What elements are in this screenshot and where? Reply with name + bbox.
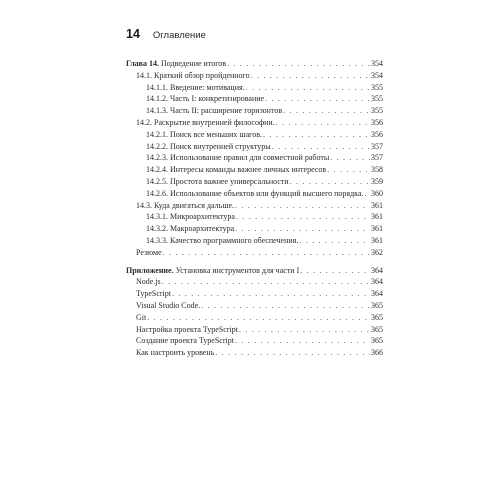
toc-entry-page: 356 <box>371 117 383 127</box>
toc-entry[interactable] <box>126 164 383 176</box>
toc-entry-title <box>146 164 326 176</box>
toc-dot-leader <box>276 117 370 129</box>
toc-entry-page: 357 <box>371 153 383 163</box>
toc-dot-leader <box>201 300 370 312</box>
toc-entry-text: 14.2. Раскрытие внутренней философии. <box>136 117 275 127</box>
toc-entry[interactable] <box>126 335 383 347</box>
toc-dot-leader <box>162 276 370 288</box>
toc-entry-title <box>146 141 271 153</box>
toc-entry-text: Как настроить уровень <box>136 348 215 358</box>
toc-dot-leader <box>236 211 370 223</box>
toc-entry-text: Резюме <box>136 247 162 257</box>
toc-entry-title <box>146 176 289 188</box>
toc-entry-text: 14.2.4. Интересы команды важнее личных интересов <box>146 165 327 175</box>
toc-entry[interactable] <box>126 93 383 105</box>
toc-entry-title <box>136 324 238 336</box>
toc-entry[interactable] <box>126 105 383 117</box>
toc-entry-page: 364 <box>371 289 383 299</box>
toc-entry[interactable] <box>126 265 383 277</box>
toc-entry-text: 14.1. Краткий обзор пройденного <box>136 70 250 80</box>
toc-dot-leader <box>215 347 370 359</box>
toc-entry-page: 365 <box>371 300 383 310</box>
toc-entry[interactable] <box>126 288 383 300</box>
toc-dot-leader <box>235 200 370 212</box>
toc-entry[interactable] <box>126 347 383 359</box>
toc-entry[interactable] <box>126 117 383 129</box>
toc-entry-title <box>146 82 245 94</box>
toc-entry[interactable] <box>126 223 383 235</box>
toc-entry[interactable] <box>126 129 383 141</box>
page-number: 14 <box>126 27 140 41</box>
toc-entry[interactable] <box>126 70 383 82</box>
toc-entry-page: 357 <box>371 141 383 151</box>
toc-entry-page: 365 <box>371 324 383 334</box>
toc-entry-title <box>136 300 200 312</box>
toc-entry-page: 355 <box>371 82 383 92</box>
toc-entry-title <box>146 129 262 141</box>
toc-entry[interactable] <box>126 188 383 200</box>
toc-entry-page: 355 <box>371 94 383 104</box>
toc-entry-text: 14.1.3. Часть II: расширение горизонтов <box>146 106 283 116</box>
toc-dot-leader <box>235 223 370 235</box>
toc-entry-page: 354 <box>371 59 383 68</box>
toc-entry-title <box>126 265 299 277</box>
toc-entry[interactable] <box>126 141 383 153</box>
toc-entry[interactable] <box>126 276 383 288</box>
toc-entry-page: 365 <box>371 336 383 346</box>
toc-entry-text: 14.3.1. Микроархитектура <box>146 212 235 222</box>
toc-entry-text: Git <box>136 312 147 322</box>
toc-dot-leader <box>290 176 370 188</box>
toc-dot-leader <box>251 70 370 82</box>
toc-entry-page: 365 <box>371 312 383 322</box>
toc-dot-leader <box>365 188 371 200</box>
toc-entry-label: Приложение. <box>126 265 174 275</box>
toc-entry[interactable] <box>126 324 383 336</box>
toc-entry-page: 364 <box>371 277 383 287</box>
toc-dot-leader <box>272 141 370 153</box>
toc-entry-page: 364 <box>371 265 383 275</box>
toc-entry-text: Создание проекта TypeScript <box>136 336 234 346</box>
toc-dot-leader <box>327 164 370 176</box>
toc-entry-text: 14.2.2. Поиск внутренней структуры <box>146 141 271 151</box>
toc-dot-leader <box>263 129 370 141</box>
toc-entry-text: 14.2.3. Использование правил для совместной работы <box>146 153 330 163</box>
toc-entry[interactable] <box>126 176 383 188</box>
toc-dot-leader <box>246 82 370 94</box>
toc-entry[interactable] <box>126 235 383 247</box>
toc-entry[interactable] <box>126 152 383 164</box>
toc-entry-page: 358 <box>371 165 383 175</box>
toc-entry-page: 360 <box>371 188 383 198</box>
toc-dot-leader <box>147 312 370 324</box>
toc-entry-title <box>136 276 161 288</box>
toc-entry-text: 14.2.1. Поиск все меньших шагов. <box>146 129 262 139</box>
toc-entry-title <box>136 347 214 359</box>
toc-entry[interactable] <box>126 200 383 212</box>
toc-dot-leader <box>283 105 370 117</box>
toc-entry-text: 14.3.3. Качество программного обеспечения. <box>146 235 299 245</box>
toc-dot-leader <box>163 247 370 259</box>
toc-entry-title <box>146 235 298 247</box>
toc-dot-leader <box>227 58 370 70</box>
toc-entry-text: 14.2.5. Простота важнее универсальности <box>146 176 289 186</box>
table-of-contents <box>126 58 383 359</box>
toc-entry-page: 361 <box>371 224 383 234</box>
toc-entry-title <box>146 223 234 235</box>
running-title: Оглавление <box>152 30 206 41</box>
toc-entry-text: 14.2.6. Использование объектов или функций высшего порядка. <box>146 188 364 198</box>
toc-entry-page: 362 <box>371 247 383 257</box>
toc-entry-title <box>146 93 264 105</box>
toc-entry[interactable] <box>126 58 383 70</box>
toc-entry-page: 356 <box>371 129 383 139</box>
toc-entry-title <box>136 200 234 212</box>
toc-entry-title <box>126 58 226 70</box>
toc-entry-page: 361 <box>371 200 383 210</box>
toc-entry-title <box>146 152 329 164</box>
toc-entry-text: Установка инструментов для части I <box>173 265 300 275</box>
toc-entry-text: 14.3. Куда двигаться дальше. <box>136 200 235 210</box>
toc-dot-leader <box>300 265 370 277</box>
toc-entry-title <box>136 288 171 300</box>
toc-dot-leader <box>265 93 370 105</box>
toc-entry-page: 354 <box>371 70 383 80</box>
toc-entry-page: 359 <box>371 176 383 186</box>
toc-entry-title <box>146 211 235 223</box>
toc-entry[interactable] <box>126 300 383 312</box>
toc-entry-text: 14.3.2. Макроархитектура <box>146 224 235 234</box>
toc-entry-text: 14.1.1. Введение: мотивация. <box>146 82 245 92</box>
toc-entry-title <box>136 70 250 82</box>
toc-entry-page: 355 <box>371 106 383 116</box>
toc-entry-text: Настройка проекта TypeScript <box>136 324 238 334</box>
toc-entry-text: Visual Studio Code. <box>136 300 201 310</box>
toc-entry-title <box>146 105 282 117</box>
toc-entry-title <box>136 335 234 347</box>
toc-entry-title <box>146 188 364 200</box>
toc-entry-page: 366 <box>371 348 383 358</box>
toc-entry-text: 14.1.2. Часть I: конкретизирование <box>146 94 265 104</box>
toc-dot-leader <box>172 288 370 300</box>
toc-entry-page: 361 <box>371 212 383 222</box>
page-header <box>126 27 206 47</box>
toc-dot-leader <box>239 324 370 336</box>
toc-dot-leader <box>235 335 370 347</box>
toc-entry-title <box>136 312 146 324</box>
toc-entry[interactable] <box>126 82 383 94</box>
toc-entry[interactable] <box>126 247 383 259</box>
toc-entry-text: Подведение итогов <box>159 59 227 68</box>
toc-entry-title <box>136 247 162 259</box>
toc-entry-text: TypeScript <box>136 289 171 299</box>
toc-entry-title <box>136 117 275 129</box>
toc-entry-label: Глава 14. <box>126 59 159 68</box>
toc-entry[interactable] <box>126 211 383 223</box>
toc-entry[interactable] <box>126 312 383 324</box>
toc-dot-leader <box>299 235 370 247</box>
toc-entry-page: 361 <box>371 235 383 245</box>
toc-entry-text: Node.js <box>136 277 161 287</box>
toc-dot-leader <box>330 152 370 164</box>
